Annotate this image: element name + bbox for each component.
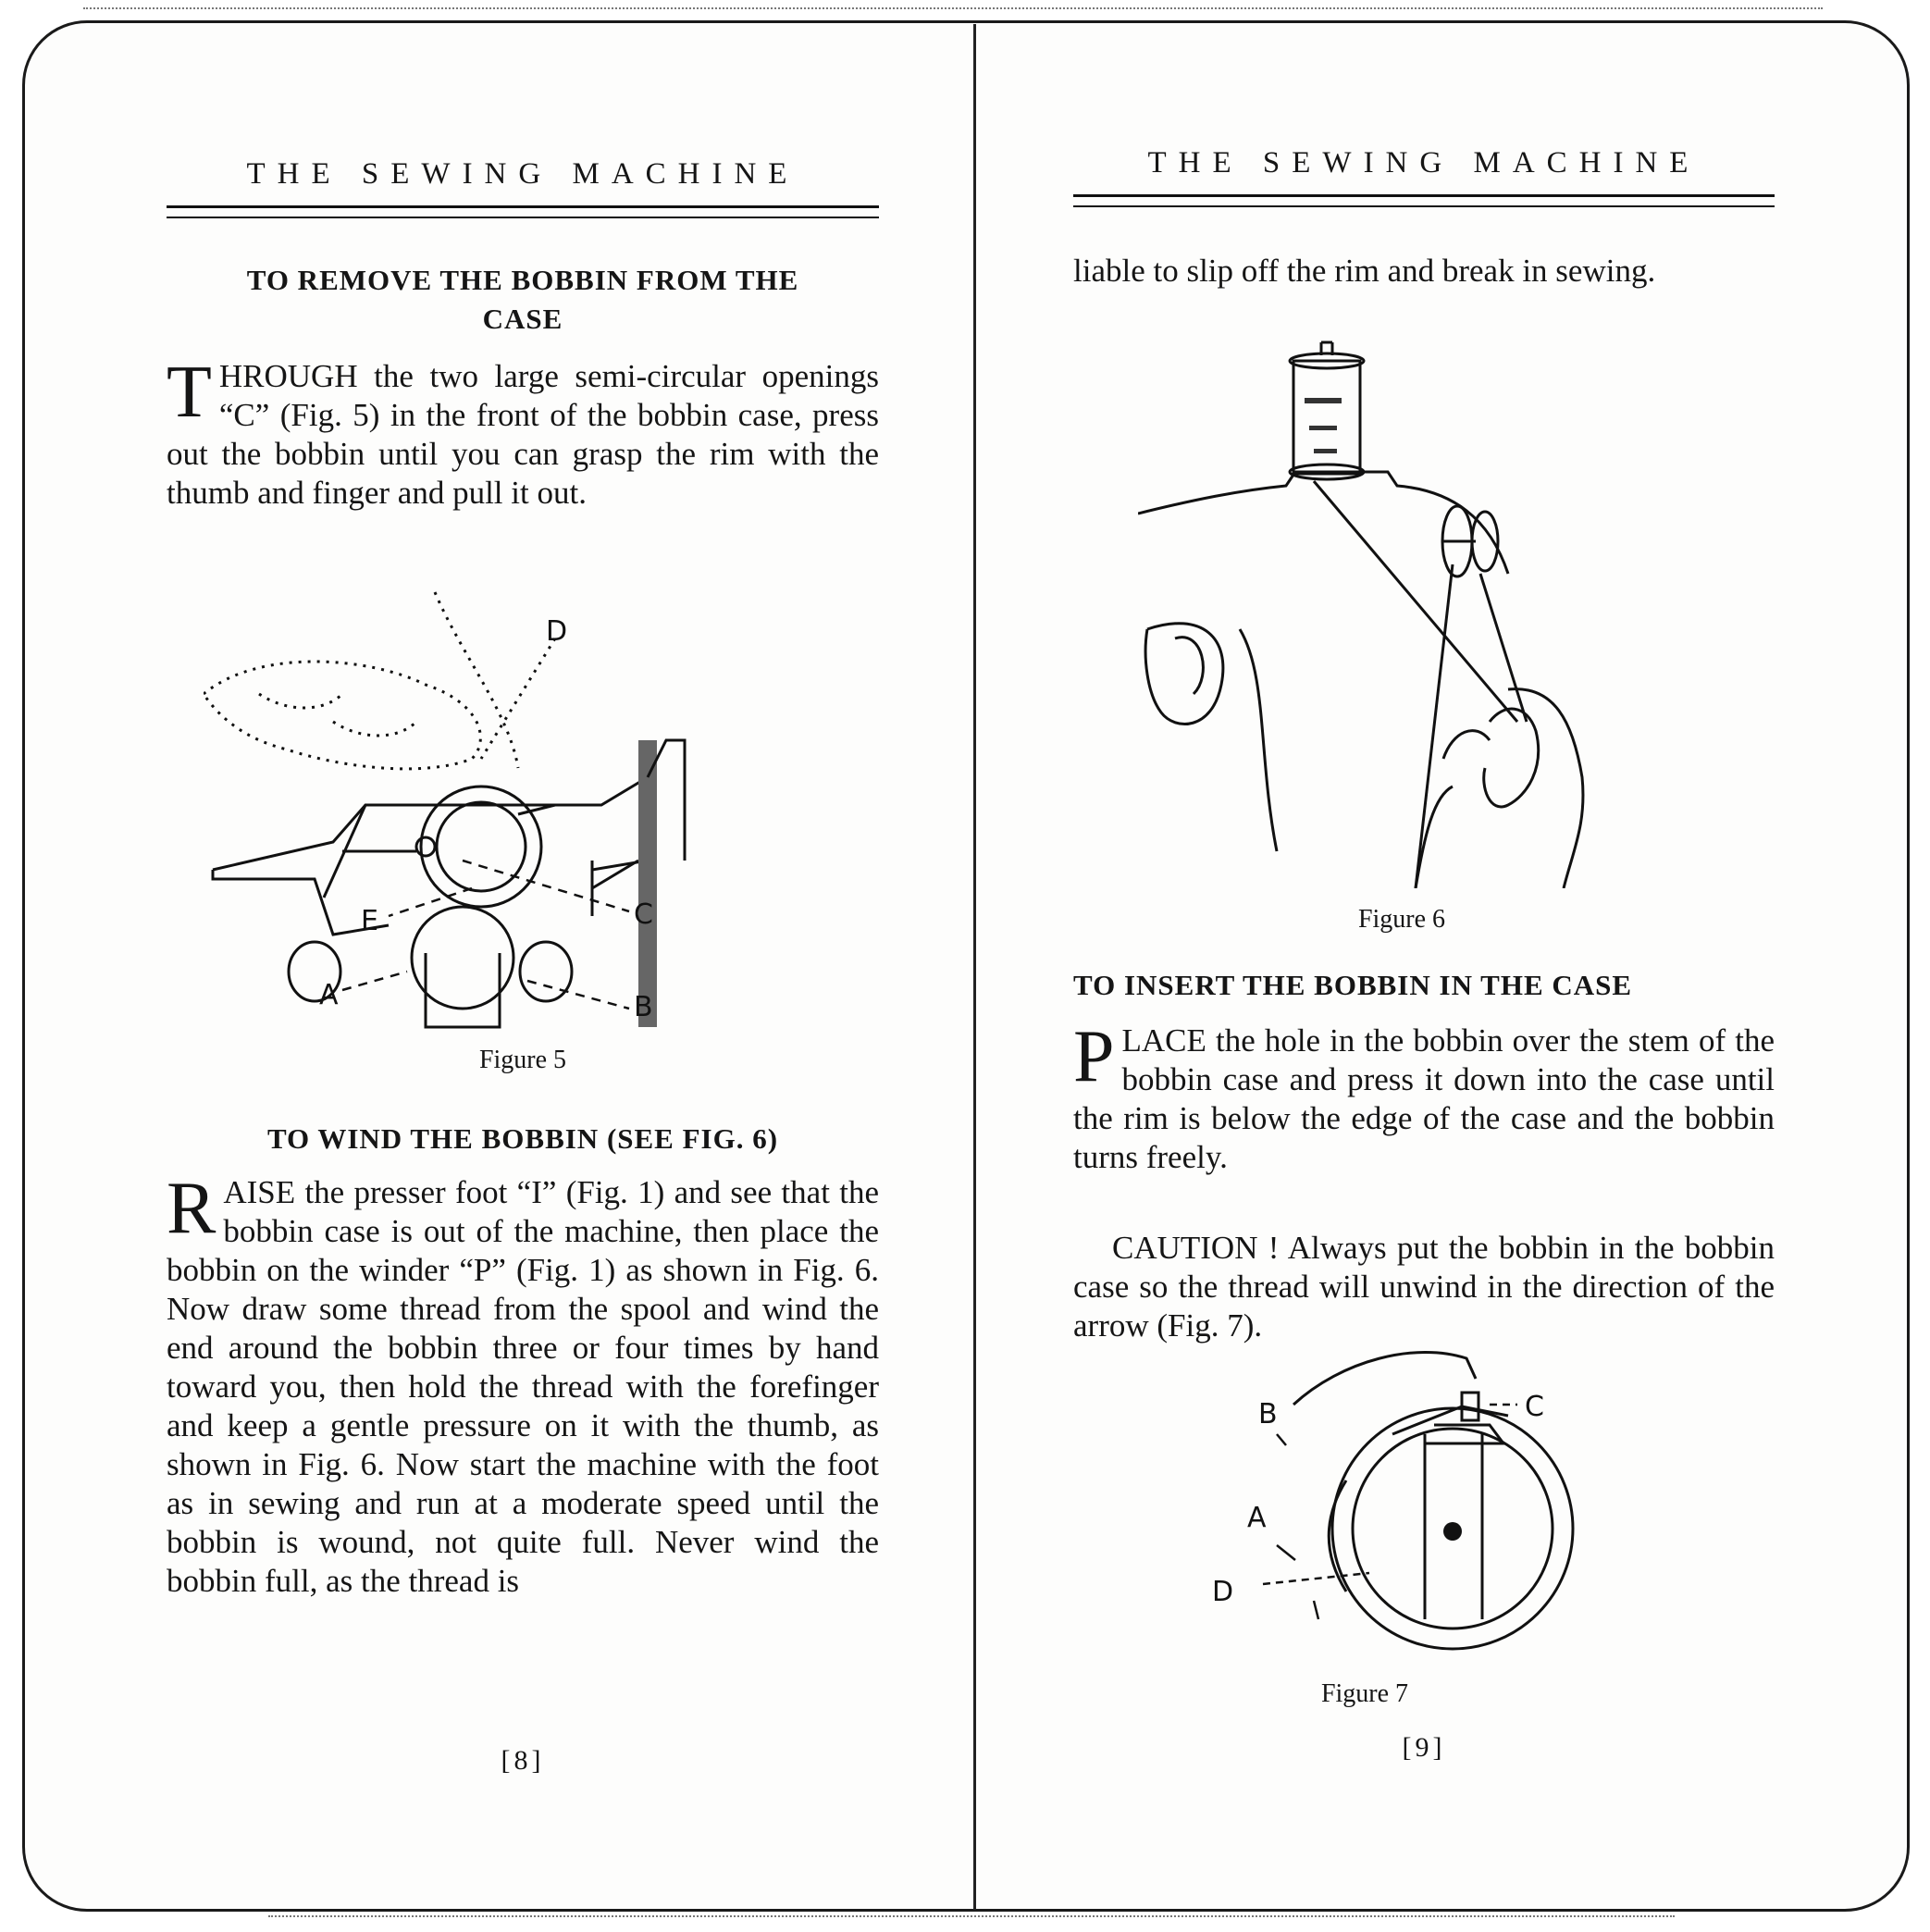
label-c: C — [634, 898, 653, 931]
paragraph-continuation: liable to slip off the rim and break in sewing. — [1073, 253, 1656, 289]
label-d: D — [1212, 1576, 1234, 1608]
label-b: B — [1258, 1398, 1278, 1430]
page-number: [8] — [501, 1745, 545, 1776]
drop-cap: P — [1073, 1016, 1115, 1097]
label-d: D — [546, 615, 568, 648]
figure-6-illustration — [1138, 333, 1767, 888]
section-heading-insert-bobbin: TO INSERT THE BOBBIN IN THE CASE — [1073, 969, 1633, 1001]
figure-7-caption: Figure 7 — [1320, 1679, 1409, 1708]
drop-cap: T — [167, 352, 212, 433]
paragraph-insert-bobbin — [1073, 1016, 1775, 1177]
label-a: A — [319, 979, 339, 1011]
header-rule — [1073, 194, 1775, 207]
scan-noise-bottom — [268, 1915, 1675, 1923]
section-heading-wind-bobbin: TO WIND THE BOBBIN (SEE FIG. 6) — [266, 1122, 779, 1155]
paragraph-caution: CAUTION ! Always put the bobbin in the bobbin case so the thread will unwind in the direction of the arrow (Fig. 7). — [1073, 1230, 1775, 1344]
paragraph-text: HROUGH the two large semi-circular openings “C” (Fig. 5) in the front of the bobbin case, press out the bobbin until you can grasp the rim with the thumb and finger and pull it out. — [167, 358, 879, 511]
running-head: THE SEWING MACHINE — [1147, 146, 1701, 180]
paragraph-text: LACE the hole in the bobbin over the stem of the bobbin case and press it down into the case until the rim is below the edge of the case and the bobbin turns freely. — [1073, 1022, 1775, 1175]
center-gutter — [973, 24, 976, 1910]
running-head: THE SEWING MACHINE — [246, 157, 799, 191]
header-rule — [167, 205, 879, 218]
paragraph-remove-bobbin — [167, 352, 879, 513]
figure-5-illustration — [204, 583, 851, 1055]
section-heading-remove-bobbin: TO REMOVE THE BOBBIN FROM THE CASE — [246, 264, 799, 335]
page-number: [9] — [1402, 1732, 1446, 1763]
drop-cap: R — [167, 1168, 217, 1249]
label-a: A — [1247, 1502, 1267, 1534]
label-c: C — [1525, 1391, 1544, 1423]
figure-5-caption: Figure 5 — [478, 1046, 567, 1074]
left-page — [167, 0, 879, 1906]
paragraph-text: AISE the presser foot “I” (Fig. 1) and see that the bobbin case is out of the machine, then place the bobbin on the winder “P” (Fig. 1) as shown in Fig. 6. Now draw some thread from the spool and wind the end around the bobbin three or four times by hand toward you, then hold the thread with the forefinger and keep a gentle pressure on it with the thumb, as shown in Fig. 6. Now start the machine with the foot as in sewing and run at a moderate speed until the bobbin is wound, not quite full. Never wind the bobbin full, as the thread is — [167, 1174, 879, 1599]
label-e: E — [361, 905, 378, 937]
label-b: B — [634, 991, 653, 1023]
figure-7-illustration — [1184, 1342, 1610, 1693]
figure-6-caption: Figure 6 — [1357, 905, 1446, 934]
paragraph-wind-bobbin — [167, 1168, 879, 1601]
right-page — [1073, 0, 1775, 1906]
